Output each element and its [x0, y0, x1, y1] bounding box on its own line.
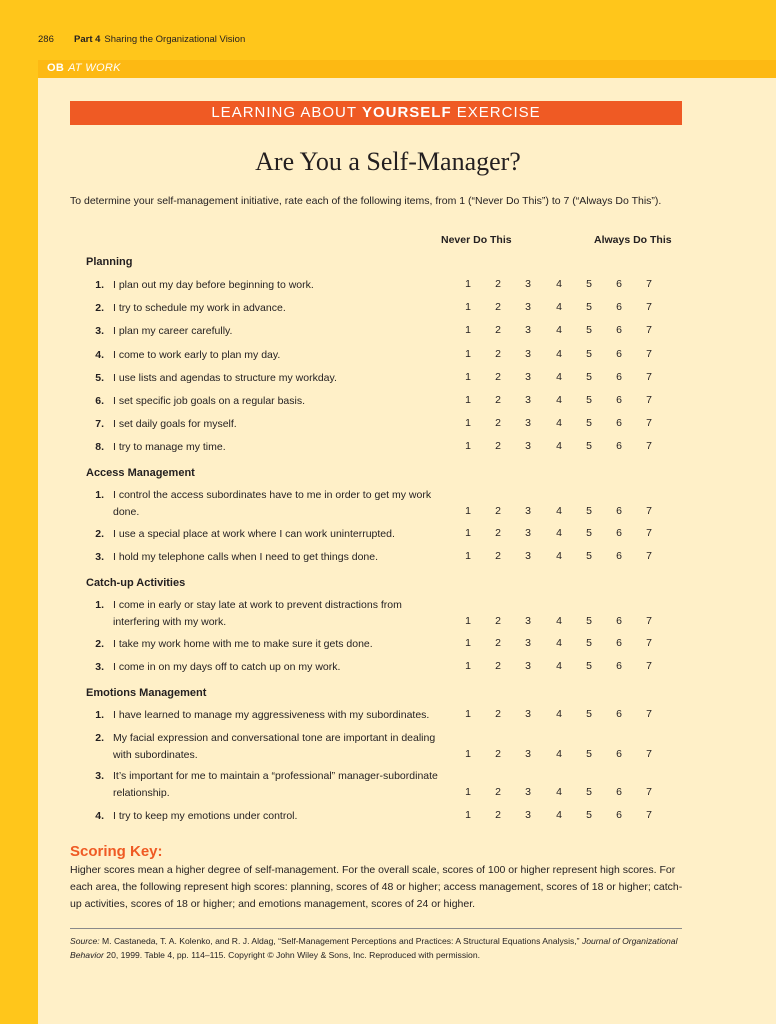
questionnaire-item	[90, 636, 450, 653]
rating-option[interactable]: 1	[465, 615, 471, 627]
questionnaire-item	[90, 347, 450, 364]
rating-option[interactable]: 4	[556, 394, 562, 406]
item-text: My facial expression and conversational tone are important in dealing with subordinates.	[113, 732, 436, 761]
questionnaire-item	[90, 526, 450, 543]
rating-option[interactable]: 3	[525, 417, 531, 429]
item-text: It’s important for me to maintain a “professional” manager-subordinate relationship.	[113, 770, 438, 799]
rating-option[interactable]: 4	[556, 748, 562, 760]
rating-option[interactable]: 4	[556, 417, 562, 429]
ob-text: OB	[47, 62, 65, 74]
rating-option[interactable]: 6	[616, 394, 622, 406]
item-text: I use a special place at work where I can work uninterrupted.	[113, 528, 395, 540]
questionnaire-item	[90, 768, 450, 802]
rating-option[interactable]: 6	[616, 550, 622, 562]
item-number: 6.	[95, 395, 104, 407]
item-text: I use lists and agendas to structure my workday.	[113, 372, 337, 384]
section-title: Catch-up Activities	[86, 577, 186, 589]
item-number: 2.	[95, 528, 104, 540]
rating-option[interactable]: 1	[465, 809, 471, 821]
rating-option[interactable]: 5	[586, 527, 592, 539]
rating-option[interactable]: 4	[556, 371, 562, 383]
banner-post: EXERCISE	[451, 104, 541, 121]
rating-option[interactable]: 5	[586, 324, 592, 336]
questionnaire-item	[90, 370, 450, 387]
rating-option[interactable]: 3	[525, 440, 531, 452]
section-title: Access Management	[86, 467, 195, 479]
rating-option[interactable]: 6	[616, 527, 622, 539]
page-number: 286	[38, 34, 54, 45]
rating-option[interactable]: 4	[556, 786, 562, 798]
rating-option[interactable]: 2	[495, 278, 501, 290]
rating-option[interactable]: 7	[646, 278, 652, 290]
rating-option[interactable]: 7	[646, 660, 652, 672]
rating-option[interactable]: 6	[616, 301, 622, 313]
rating-option[interactable]: 4	[556, 527, 562, 539]
rating-option[interactable]: 4	[556, 637, 562, 649]
item-number: 8.	[95, 441, 104, 453]
item-text: I control the access subordinates have to me in order to get my work done.	[113, 489, 432, 518]
divider	[70, 928, 682, 929]
source-label: Source:	[70, 936, 100, 946]
item-text: I plan out my day before beginning to work.	[113, 279, 314, 291]
rating-option[interactable]: 3	[525, 527, 531, 539]
rating-option[interactable]: 7	[646, 615, 652, 627]
rating-option[interactable]: 1	[465, 505, 471, 517]
questionnaire-item	[90, 277, 450, 294]
rating-option[interactable]: 2	[495, 809, 501, 821]
rating-option[interactable]: 1	[465, 348, 471, 360]
item-text: I set specific job goals on a regular basis.	[113, 395, 306, 407]
rating-option[interactable]: 2	[495, 708, 501, 720]
rating-option[interactable]: 2	[495, 394, 501, 406]
part-heading	[74, 34, 245, 45]
rating-option[interactable]: 3	[525, 301, 531, 313]
rating-option[interactable]: 7	[646, 324, 652, 336]
rating-option[interactable]: 6	[616, 440, 622, 452]
rating-option[interactable]: 7	[646, 440, 652, 452]
item-number: 4.	[95, 349, 104, 361]
rating-option[interactable]: 2	[495, 615, 501, 627]
banner-pre: LEARNING ABOUT	[211, 104, 362, 121]
rating-option[interactable]: 1	[465, 748, 471, 760]
item-text: I come in early or stay late at work to prevent distractions from interfering with my work.	[113, 599, 402, 628]
item-text: I plan my career carefully.	[113, 325, 233, 337]
rating-option[interactable]: 4	[556, 301, 562, 313]
rating-option[interactable]: 2	[495, 527, 501, 539]
rating-option[interactable]: 2	[495, 301, 501, 313]
rating-option[interactable]: 2	[495, 748, 501, 760]
section-title: Planning	[86, 256, 133, 268]
item-number: 2.	[95, 302, 104, 314]
rating-option[interactable]: 5	[586, 505, 592, 517]
rating-option[interactable]: 3	[525, 348, 531, 360]
rating-option[interactable]: 5	[586, 708, 592, 720]
rating-option[interactable]: 3	[525, 394, 531, 406]
item-text: I try to keep my emotions under control.	[113, 810, 298, 822]
rating-option[interactable]: 1	[465, 417, 471, 429]
item-number: 1.	[95, 599, 104, 611]
source-authors: M. Castaneda, T. A. Kolenko, and R. J. Aldag, “Self-Management Perceptions and Practices: A Structural Equations Analysis,”	[99, 936, 582, 946]
rating-option[interactable]: 6	[616, 505, 622, 517]
item-number: 2.	[95, 732, 104, 744]
rating-option[interactable]: 7	[646, 371, 652, 383]
rating-option[interactable]: 4	[556, 615, 562, 627]
rating-option[interactable]: 7	[646, 748, 652, 760]
rating-option[interactable]: 5	[586, 301, 592, 313]
rating-option[interactable]: 3	[525, 708, 531, 720]
rating-option[interactable]: 4	[556, 708, 562, 720]
rating-option[interactable]: 5	[586, 637, 592, 649]
rating-option[interactable]: 4	[556, 550, 562, 562]
item-number: 3.	[95, 661, 104, 673]
item-number: 2.	[95, 638, 104, 650]
rating-option[interactable]: 6	[616, 637, 622, 649]
rating-option[interactable]: 7	[646, 786, 652, 798]
item-number: 5.	[95, 372, 104, 384]
scale-low-label: Never Do This	[441, 234, 512, 246]
rating-option[interactable]: 1	[465, 324, 471, 336]
rating-option[interactable]: 2	[495, 324, 501, 336]
rating-option[interactable]: 3	[525, 324, 531, 336]
rating-option[interactable]: 3	[525, 637, 531, 649]
rating-option[interactable]: 3	[525, 615, 531, 627]
rating-option[interactable]: 7	[646, 394, 652, 406]
questionnaire-item	[90, 393, 450, 410]
rating-option[interactable]: 6	[616, 371, 622, 383]
rating-option[interactable]: 1	[465, 301, 471, 313]
scale-high-label: Always Do This	[594, 234, 672, 246]
rating-option[interactable]: 5	[586, 417, 592, 429]
rating-option[interactable]: 1	[465, 660, 471, 672]
rating-option[interactable]: 5	[586, 660, 592, 672]
instructions: To determine your self-management initiative, rate each of the following items, from 1 (“Never Do This”) to 7 (“Always Do This”).	[70, 195, 662, 207]
rating-option[interactable]: 4	[556, 278, 562, 290]
rating-option[interactable]: 1	[465, 394, 471, 406]
rating-option[interactable]: 7	[646, 301, 652, 313]
rating-option[interactable]: 7	[646, 505, 652, 517]
questionnaire-item	[90, 730, 450, 764]
questionnaire-item	[90, 323, 450, 340]
questionnaire-item	[90, 808, 450, 825]
rating-option[interactable]: 3	[525, 550, 531, 562]
rating-option[interactable]: 3	[525, 660, 531, 672]
rating-option[interactable]: 5	[586, 348, 592, 360]
item-number: 3.	[95, 551, 104, 563]
item-text: I try to manage my time.	[113, 441, 226, 453]
banner-bold: YOURSELF	[361, 104, 452, 121]
questionnaire-item	[90, 439, 450, 456]
rating-option[interactable]: 5	[586, 371, 592, 383]
questionnaire-item	[90, 487, 450, 521]
rating-option[interactable]: 7	[646, 550, 652, 562]
item-number: 3.	[95, 325, 104, 337]
rating-option[interactable]: 1	[465, 786, 471, 798]
rating-option[interactable]: 7	[646, 809, 652, 821]
item-text: I take my work home with me to make sure it gets done.	[113, 638, 373, 650]
rating-option[interactable]: 1	[465, 708, 471, 720]
rating-option[interactable]: 3	[525, 505, 531, 517]
rating-option[interactable]: 4	[556, 505, 562, 517]
source-citation	[70, 934, 684, 962]
item-text: I come to work early to plan my day.	[113, 349, 281, 361]
rating-option[interactable]: 4	[556, 440, 562, 452]
item-text: I come in on my days off to catch up on my work.	[113, 661, 341, 673]
rating-option[interactable]: 5	[586, 394, 592, 406]
rating-option[interactable]: 3	[525, 371, 531, 383]
questionnaire-item	[90, 416, 450, 433]
rating-option[interactable]: 6	[616, 417, 622, 429]
rating-option[interactable]: 2	[495, 786, 501, 798]
rating-option[interactable]: 6	[616, 786, 622, 798]
page-header	[0, 0, 776, 62]
rating-option[interactable]: 7	[646, 417, 652, 429]
item-text: I hold my telephone calls when I need to get things done.	[113, 551, 379, 563]
at-work-text: AT WORK	[68, 62, 121, 74]
rating-option[interactable]: 1	[465, 371, 471, 383]
part-label: Part 4	[74, 34, 101, 45]
rating-option[interactable]: 5	[586, 809, 592, 821]
rating-option[interactable]: 3	[525, 786, 531, 798]
exercise-title: Are You a Self-Manager?	[255, 147, 521, 176]
ob-at-work-bar	[38, 60, 776, 78]
rating-option[interactable]: 7	[646, 708, 652, 720]
source-journal: Journal of Organizational Behavior	[70, 936, 678, 960]
rating-option[interactable]: 6	[616, 748, 622, 760]
rating-option[interactable]: 2	[495, 505, 501, 517]
rating-option[interactable]: 6	[616, 809, 622, 821]
rating-option[interactable]: 6	[616, 324, 622, 336]
rating-option[interactable]: 1	[465, 637, 471, 649]
rating-option[interactable]: 5	[586, 748, 592, 760]
part-title: Sharing the Organizational Vision	[104, 34, 246, 45]
rating-option[interactable]: 2	[495, 440, 501, 452]
rating-option[interactable]: 4	[556, 324, 562, 336]
item-number: 7.	[95, 418, 104, 430]
source-rest: 20, 1999. Table 4, pp. 114–115. Copyright © John Wiley & Sons, Inc. Reproduced with permission.	[103, 950, 480, 960]
rating-option[interactable]: 1	[465, 440, 471, 452]
section-title: Emotions Management	[86, 687, 207, 699]
rating-option[interactable]: 4	[556, 809, 562, 821]
questionnaire-item	[90, 597, 450, 631]
item-number: 3.	[95, 770, 104, 782]
rating-option[interactable]: 4	[556, 348, 562, 360]
ob-at-work-label	[47, 62, 121, 74]
rating-option[interactable]: 2	[495, 637, 501, 649]
rating-option[interactable]: 6	[616, 348, 622, 360]
rating-option[interactable]: 5	[586, 440, 592, 452]
rating-option[interactable]: 1	[465, 527, 471, 539]
exercise-banner	[70, 101, 682, 125]
item-text: I set daily goals for myself.	[113, 418, 237, 430]
rating-option[interactable]: 1	[465, 278, 471, 290]
item-text: I try to schedule my work in advance.	[113, 302, 286, 314]
item-number: 1.	[95, 709, 104, 721]
rating-option[interactable]: 6	[616, 615, 622, 627]
rating-option[interactable]: 2	[495, 348, 501, 360]
rating-option[interactable]: 6	[616, 660, 622, 672]
questionnaire-item	[90, 707, 450, 724]
rating-option[interactable]: 7	[646, 348, 652, 360]
questionnaire-item	[90, 549, 450, 566]
item-number: 4.	[95, 810, 104, 822]
rating-option[interactable]: 6	[616, 708, 622, 720]
questionnaire-item	[90, 300, 450, 317]
scoring-key-body: Higher scores mean a higher degree of self-management. For the overall scale, scores of 100 or higher represent high scores. For each area, the following represent high scores: planning, scores of 48 or higher; access management, scores of 18 or higher; catch-up activities, scores of 18 or higher; and emotions management, scores of 24 or higher.	[70, 864, 683, 910]
rating-option[interactable]: 6	[616, 278, 622, 290]
rating-option[interactable]: 5	[586, 550, 592, 562]
item-number: 1.	[95, 279, 104, 291]
questionnaire-item	[90, 659, 450, 676]
scoring-key-title: Scoring Key:	[70, 843, 163, 860]
rating-option[interactable]: 5	[586, 278, 592, 290]
rating-option[interactable]: 2	[495, 371, 501, 383]
rating-option[interactable]: 1	[465, 550, 471, 562]
rating-option[interactable]: 5	[586, 615, 592, 627]
item-number: 1.	[95, 489, 104, 501]
rating-option[interactable]: 7	[646, 527, 652, 539]
item-text: I have learned to manage my aggressiveness with my subordinates.	[113, 709, 430, 721]
rating-option[interactable]: 2	[495, 660, 501, 672]
rating-option[interactable]: 2	[495, 417, 501, 429]
rating-option[interactable]: 7	[646, 637, 652, 649]
rating-option[interactable]: 5	[586, 786, 592, 798]
rating-option[interactable]: 3	[525, 748, 531, 760]
rating-option[interactable]: 3	[525, 278, 531, 290]
rating-option[interactable]: 2	[495, 550, 501, 562]
rating-option[interactable]: 4	[556, 660, 562, 672]
rating-option[interactable]: 3	[525, 809, 531, 821]
